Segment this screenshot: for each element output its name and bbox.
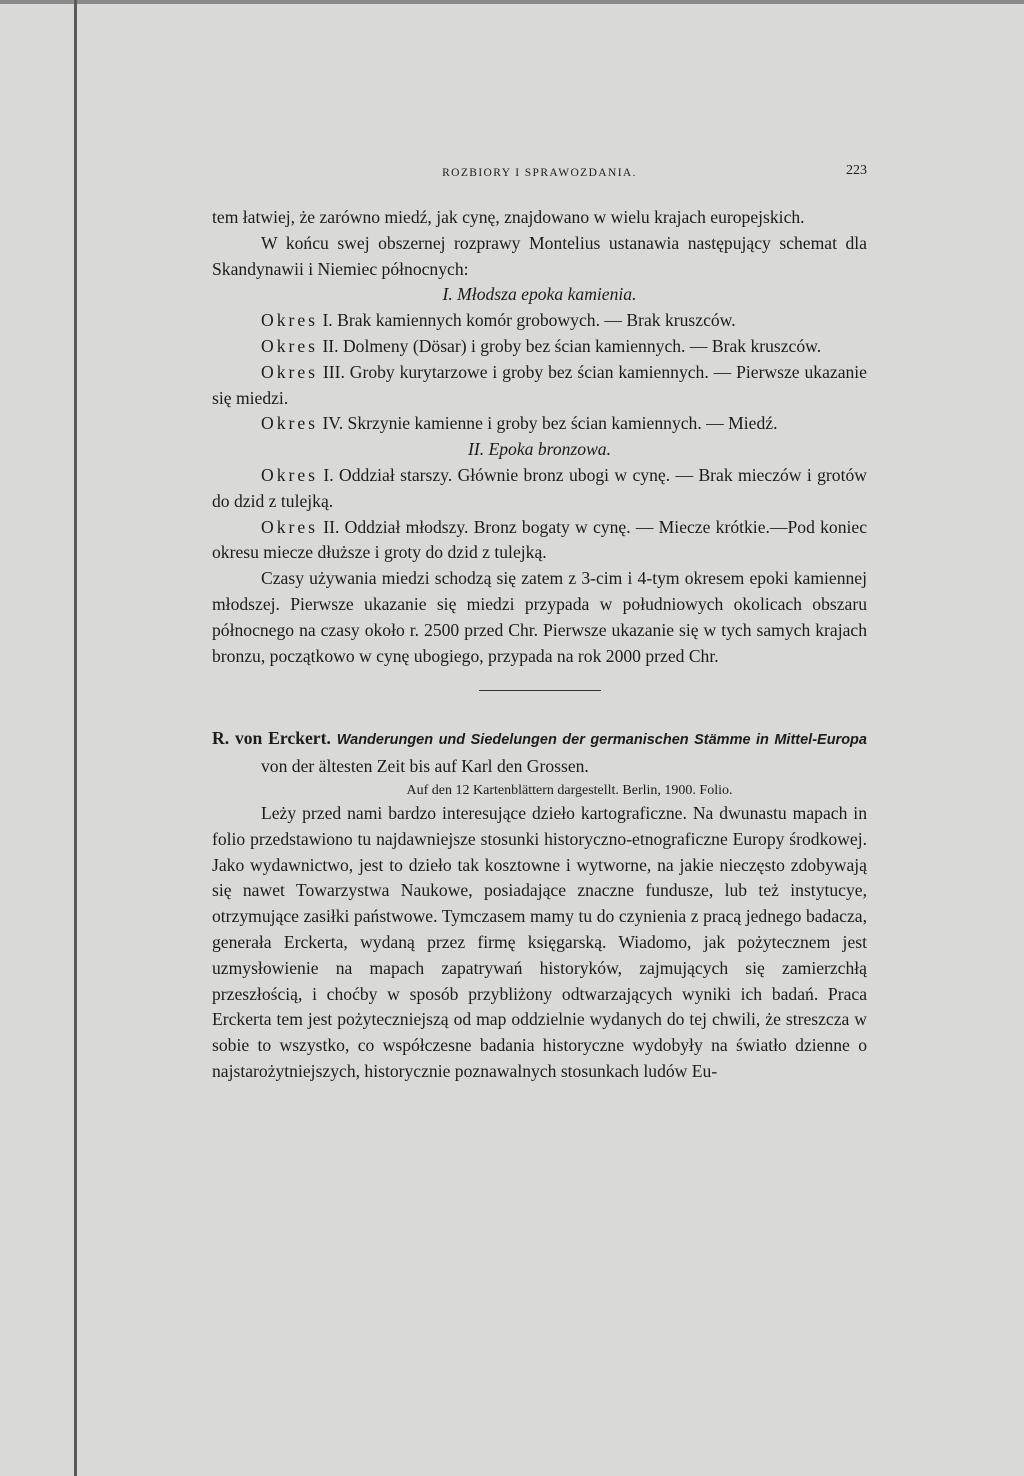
period-number: IV. bbox=[322, 413, 344, 434]
running-head: ROZBIORY I SPRAWOZDANIA. bbox=[442, 167, 637, 179]
period-entry bbox=[212, 411, 867, 437]
review-heading bbox=[212, 726, 867, 780]
period-number: II. bbox=[322, 335, 339, 356]
period-entry bbox=[212, 360, 867, 412]
period-word: Okres bbox=[261, 413, 319, 434]
period-entry bbox=[212, 334, 867, 360]
period-entry bbox=[212, 515, 867, 567]
page-body bbox=[212, 205, 867, 1085]
paragraph-montelius: W końcu swej obszernej rozprawy Montelius ustanawia następujący schemat dla Skandynawii i Niemiec północnych: bbox=[212, 232, 867, 279]
review-book-title: Wanderungen und Siedelungen der germanischen Stämme in Mittel-Europa bbox=[336, 732, 867, 749]
period-word: Okres bbox=[261, 361, 319, 382]
period-text: Brak kamiennych komór grobowych. — Brak kruszców. bbox=[337, 310, 736, 331]
period-text: Groby kurytarzowe i groby bez ścian kamiennych. — Pierwsze ukazanie się miedzi. bbox=[212, 361, 867, 408]
period-text: Oddział starszy. Głównie bronz ubogi w cynę. — Brak mieczów i grotów do dzid z tulejką. bbox=[212, 464, 867, 511]
period-number: I. bbox=[322, 310, 333, 331]
review-publication-details: Auf den 12 Kartenblättern dargestellt. Berlin, 1900. Folio. bbox=[406, 782, 733, 798]
period-number: I. bbox=[323, 464, 334, 485]
section-divider bbox=[479, 690, 601, 691]
paragraph-intro: tem łatwiej, że zarówno miedź, jak cynę, znajdowano w wielu krajach europejskich. bbox=[212, 207, 805, 227]
page-header bbox=[212, 163, 867, 185]
period-number: III. bbox=[322, 361, 345, 382]
review-author: R. von Erckert. bbox=[212, 728, 331, 749]
period-word: Okres bbox=[261, 335, 319, 356]
period-entry bbox=[212, 463, 867, 515]
scan-top-edge bbox=[0, 0, 1024, 4]
section-title-stone-age: I. Młodsza epoka kamienia. bbox=[442, 284, 637, 305]
period-word: Okres bbox=[261, 310, 319, 331]
period-number: II. bbox=[323, 516, 340, 537]
period-entry bbox=[212, 308, 867, 334]
period-word: Okres bbox=[261, 464, 319, 485]
section-title-bronze-age: II. Epoka bronzowa. bbox=[467, 439, 612, 460]
review-body: Leży przed nami bardzo interesujące dzieło kartograficzne. Na dwunastu mapach in folio przedstawiono tu najdawniejsze stosunki historyczno-etnograficzne Europy środkowej. Jako wydawnictwo, jest to dzieło tak kosztowne i wytworne, na jakie nieczęsto zdobywają się nawet Towarzystwa Naukowe, posiadające znaczne fundusze, lub też instytucye, otrzymujące zasiłki państwowe. Tymczasem mamy tu do czynienia z pracą jednego badacza, generała Erckerta, wydaną przez firmę księgarską. Wiadomo, jak pożytecznem jest uzmysłowienie na mapach zapatrywań historyków, zajmujących się zamierzchłą przeszłością, i choćby w sposób przybliżony odtwarzających wyniki ich badań. Praca Erckerta tem jest pożyteczniejszą od map oddzielnie wydanych do tej chwili, że streszcza w sobie to wszystko, co współczesne badania historyczne wydobyły na światło dzienne o najstarożytniejszych, historycznie poznawalnych stosunkach ludów Eu- bbox=[212, 802, 867, 1081]
period-text: Skrzynie kamienne i groby bez ścian kamiennych. — Miedź. bbox=[347, 413, 778, 434]
period-text: Dolmeny (Dösar) i groby bez ścian kamiennych. — Brak kruszców. bbox=[342, 335, 822, 356]
page-binding-edge bbox=[74, 0, 77, 1476]
period-word: Okres bbox=[261, 516, 319, 537]
period-text: Oddział młodszy. Bronz bogaty w cynę. — Miecze krótkie.—Pod koniec okresu miecze dłuższe i groty do dzid z tulejką. bbox=[212, 516, 868, 563]
review-book-subtitle: von der ältesten Zeit bis auf Karl den Grossen. bbox=[261, 756, 589, 777]
paragraph-closing: Czasy używania miedzi schodzą się zatem z 3-cim i 4-tym okresem epoki kamiennej młodszej. Pierwsze ukazanie się miedzi przypada w południowych okolicach obszaru północnego na czasy około r. 2500 przed Chr. Pierwsze ukazanie się w tych samych krajach bronzu, początkowo w cynę ubogiego, przypada na rok 2000 przed Chr. bbox=[212, 568, 867, 666]
page-number: 223 bbox=[846, 163, 867, 178]
